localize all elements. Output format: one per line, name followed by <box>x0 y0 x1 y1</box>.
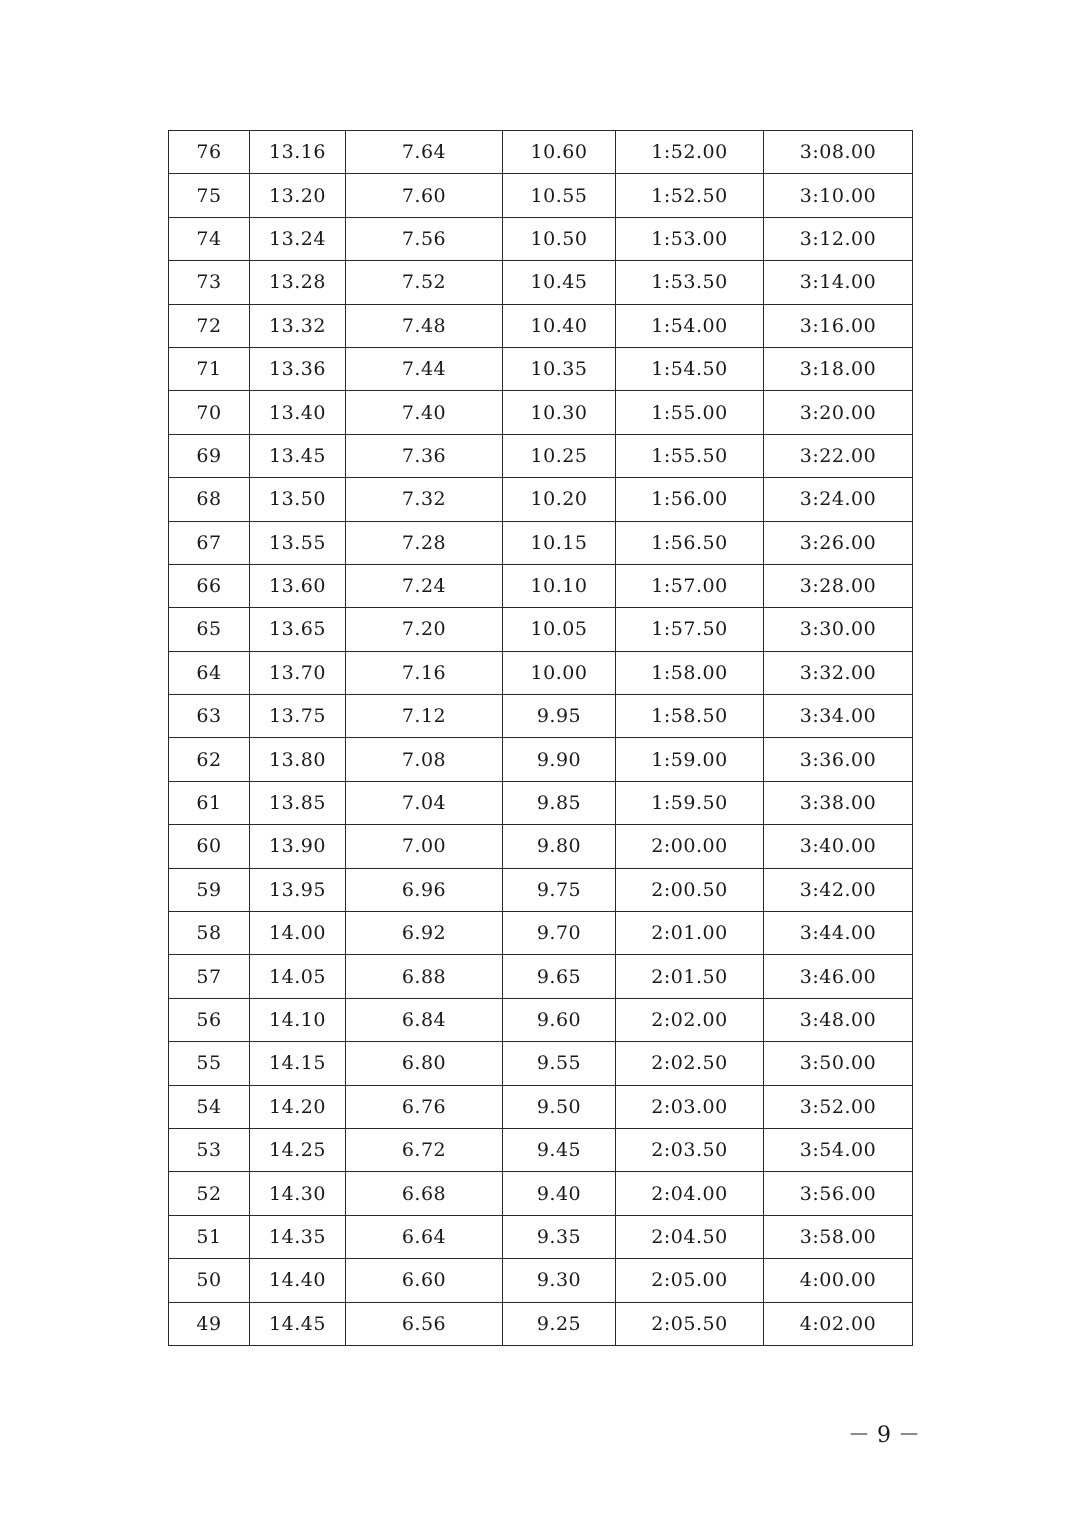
table-cell: 6.60 <box>346 1259 503 1302</box>
table-cell: 63 <box>169 695 250 738</box>
table-cell: 9.55 <box>503 1042 616 1085</box>
table-cell: 6.88 <box>346 955 503 998</box>
table-cell: 69 <box>169 434 250 477</box>
table-cell: 1:58.50 <box>616 695 764 738</box>
table-cell: 57 <box>169 955 250 998</box>
table-cell: 10.20 <box>503 478 616 521</box>
table-cell: 3:10.00 <box>764 174 913 217</box>
table-cell: 71 <box>169 347 250 390</box>
table-cell: 9.65 <box>503 955 616 998</box>
table-cell: 13.70 <box>250 651 346 694</box>
table-cell: 60 <box>169 825 250 868</box>
table-cell: 2:00.00 <box>616 825 764 868</box>
table-cell: 3:46.00 <box>764 955 913 998</box>
table-cell: 73 <box>169 261 250 304</box>
table-row <box>169 868 913 911</box>
table-cell: 4:00.00 <box>764 1259 913 1302</box>
table-cell: 7.44 <box>346 347 503 390</box>
table-cell: 49 <box>169 1302 250 1345</box>
table-cell: 7.64 <box>346 131 503 174</box>
table-cell: 70 <box>169 391 250 434</box>
table-row <box>169 261 913 304</box>
table-row <box>169 391 913 434</box>
table-row <box>169 998 913 1041</box>
table-cell: 9.90 <box>503 738 616 781</box>
table-cell: 3:28.00 <box>764 564 913 607</box>
table-cell: 3:12.00 <box>764 217 913 260</box>
table-cell: 62 <box>169 738 250 781</box>
table-cell: 54 <box>169 1085 250 1128</box>
table-cell: 3:16.00 <box>764 304 913 347</box>
table-cell: 2:03.00 <box>616 1085 764 1128</box>
table-cell: 13.20 <box>250 174 346 217</box>
table-cell: 13.40 <box>250 391 346 434</box>
table-row <box>169 695 913 738</box>
table-cell: 52 <box>169 1172 250 1215</box>
page-number: － 9 － <box>848 1423 920 1448</box>
table-cell: 10.40 <box>503 304 616 347</box>
table-cell: 9.95 <box>503 695 616 738</box>
table-cell: 3:30.00 <box>764 608 913 651</box>
table-cell: 2:04.00 <box>616 1172 764 1215</box>
table-cell: 3:44.00 <box>764 912 913 955</box>
table-cell: 1:52.50 <box>616 174 764 217</box>
table-cell: 2:05.50 <box>616 1302 764 1345</box>
table-cell: 13.16 <box>250 131 346 174</box>
table-cell: 3:18.00 <box>764 347 913 390</box>
table-row <box>169 347 913 390</box>
table-cell: 1:53.50 <box>616 261 764 304</box>
table-cell: 2:02.50 <box>616 1042 764 1085</box>
table-row <box>169 1215 913 1258</box>
table-cell: 14.25 <box>250 1128 346 1171</box>
table-cell: 61 <box>169 781 250 824</box>
table-cell: 7.00 <box>346 825 503 868</box>
table-cell: 14.30 <box>250 1172 346 1215</box>
table-cell: 14.40 <box>250 1259 346 1302</box>
table-cell: 14.00 <box>250 912 346 955</box>
table-cell: 6.64 <box>346 1215 503 1258</box>
score-table <box>168 130 913 1346</box>
table-cell: 3:32.00 <box>764 651 913 694</box>
table-row <box>169 1172 913 1215</box>
table-cell: 13.75 <box>250 695 346 738</box>
table-cell: 1:55.50 <box>616 434 764 477</box>
table-cell: 67 <box>169 521 250 564</box>
table-cell: 14.15 <box>250 1042 346 1085</box>
table-cell: 7.20 <box>346 608 503 651</box>
table-cell: 10.10 <box>503 564 616 607</box>
table-cell: 7.36 <box>346 434 503 477</box>
table-cell: 3:20.00 <box>764 391 913 434</box>
table-row <box>169 478 913 521</box>
table-cell: 13.50 <box>250 478 346 521</box>
table-row <box>169 1302 913 1345</box>
table-row <box>169 825 913 868</box>
table-cell: 3:40.00 <box>764 825 913 868</box>
table-cell: 6.76 <box>346 1085 503 1128</box>
table-cell: 13.85 <box>250 781 346 824</box>
table-cell: 13.24 <box>250 217 346 260</box>
table-row <box>169 217 913 260</box>
table-cell: 1:56.50 <box>616 521 764 564</box>
table-cell: 13.80 <box>250 738 346 781</box>
table-cell: 1:53.00 <box>616 217 764 260</box>
table-cell: 2:00.50 <box>616 868 764 911</box>
table-cell: 7.60 <box>346 174 503 217</box>
table-cell: 9.50 <box>503 1085 616 1128</box>
table-cell: 7.24 <box>346 564 503 607</box>
table-cell: 13.36 <box>250 347 346 390</box>
table-cell: 10.15 <box>503 521 616 564</box>
table-cell: 6.84 <box>346 998 503 1041</box>
table-cell: 75 <box>169 174 250 217</box>
table-row <box>169 131 913 174</box>
table-cell: 7.52 <box>346 261 503 304</box>
table-cell: 50 <box>169 1259 250 1302</box>
table-row <box>169 1042 913 1085</box>
table-cell: 13.28 <box>250 261 346 304</box>
table-cell: 14.05 <box>250 955 346 998</box>
table-row <box>169 955 913 998</box>
table-cell: 7.12 <box>346 695 503 738</box>
table-cell: 9.75 <box>503 868 616 911</box>
table-cell: 53 <box>169 1128 250 1171</box>
table-cell: 55 <box>169 1042 250 1085</box>
table-cell: 1:57.00 <box>616 564 764 607</box>
table-cell: 10.60 <box>503 131 616 174</box>
table-cell: 9.45 <box>503 1128 616 1171</box>
table-cell: 3:36.00 <box>764 738 913 781</box>
table-cell: 66 <box>169 564 250 607</box>
table-cell: 59 <box>169 868 250 911</box>
table-cell: 1:59.00 <box>616 738 764 781</box>
table-cell: 6.72 <box>346 1128 503 1171</box>
table-cell: 9.60 <box>503 998 616 1041</box>
table-cell: 9.30 <box>503 1259 616 1302</box>
table-row <box>169 651 913 694</box>
table-cell: 2:02.00 <box>616 998 764 1041</box>
table-cell: 3:34.00 <box>764 695 913 738</box>
table-cell: 9.85 <box>503 781 616 824</box>
table-cell: 68 <box>169 478 250 521</box>
table-row <box>169 434 913 477</box>
table-cell: 6.92 <box>346 912 503 955</box>
table-cell: 14.10 <box>250 998 346 1041</box>
table-cell: 3:14.00 <box>764 261 913 304</box>
table-cell: 1:52.00 <box>616 131 764 174</box>
table-cell: 10.50 <box>503 217 616 260</box>
table-cell: 9.35 <box>503 1215 616 1258</box>
table-cell: 1:54.00 <box>616 304 764 347</box>
table-cell: 2:03.50 <box>616 1128 764 1171</box>
table-row <box>169 1085 913 1128</box>
table-cell: 1:57.50 <box>616 608 764 651</box>
table-cell: 3:54.00 <box>764 1128 913 1171</box>
table-cell: 13.90 <box>250 825 346 868</box>
table-cell: 7.08 <box>346 738 503 781</box>
table-cell: 6.96 <box>346 868 503 911</box>
table-row <box>169 738 913 781</box>
table-cell: 1:55.00 <box>616 391 764 434</box>
table-cell: 51 <box>169 1215 250 1258</box>
table-row <box>169 564 913 607</box>
table-cell: 3:26.00 <box>764 521 913 564</box>
table-cell: 3:42.00 <box>764 868 913 911</box>
table-row <box>169 1259 913 1302</box>
table-cell: 7.16 <box>346 651 503 694</box>
table-cell: 1:59.50 <box>616 781 764 824</box>
table-cell: 3:38.00 <box>764 781 913 824</box>
table-cell: 10.00 <box>503 651 616 694</box>
table-cell: 10.05 <box>503 608 616 651</box>
table-cell: 10.45 <box>503 261 616 304</box>
table-cell: 3:08.00 <box>764 131 913 174</box>
table-cell: 9.40 <box>503 1172 616 1215</box>
table-cell: 3:24.00 <box>764 478 913 521</box>
table-row <box>169 174 913 217</box>
table-cell: 4:02.00 <box>764 1302 913 1345</box>
table-cell: 6.80 <box>346 1042 503 1085</box>
table-cell: 76 <box>169 131 250 174</box>
table-cell: 7.32 <box>346 478 503 521</box>
table-cell: 13.65 <box>250 608 346 651</box>
table-cell: 7.04 <box>346 781 503 824</box>
table-cell: 1:54.50 <box>616 347 764 390</box>
table-cell: 13.55 <box>250 521 346 564</box>
table-cell: 1:56.00 <box>616 478 764 521</box>
table-cell: 7.56 <box>346 217 503 260</box>
table-cell: 7.40 <box>346 391 503 434</box>
table-cell: 3:22.00 <box>764 434 913 477</box>
table-cell: 10.25 <box>503 434 616 477</box>
table-row <box>169 912 913 955</box>
table-cell: 6.68 <box>346 1172 503 1215</box>
table-cell: 2:05.00 <box>616 1259 764 1302</box>
table-cell: 2:01.00 <box>616 912 764 955</box>
table-cell: 65 <box>169 608 250 651</box>
table-cell: 1:58.00 <box>616 651 764 694</box>
table-cell: 3:50.00 <box>764 1042 913 1085</box>
table-cell: 6.56 <box>346 1302 503 1345</box>
table-row <box>169 521 913 564</box>
table-cell: 64 <box>169 651 250 694</box>
table-cell: 72 <box>169 304 250 347</box>
table-cell: 13.95 <box>250 868 346 911</box>
table-row <box>169 781 913 824</box>
table-cell: 9.80 <box>503 825 616 868</box>
table-cell: 2:01.50 <box>616 955 764 998</box>
table-cell: 14.45 <box>250 1302 346 1345</box>
table-body <box>169 131 913 1346</box>
table-cell: 14.20 <box>250 1085 346 1128</box>
table-cell: 74 <box>169 217 250 260</box>
table-row <box>169 608 913 651</box>
table-row <box>169 1128 913 1171</box>
table-cell: 13.32 <box>250 304 346 347</box>
table-cell: 58 <box>169 912 250 955</box>
table-cell: 56 <box>169 998 250 1041</box>
table-cell: 13.60 <box>250 564 346 607</box>
table-row <box>169 304 913 347</box>
table-cell: 3:56.00 <box>764 1172 913 1215</box>
table-cell: 10.30 <box>503 391 616 434</box>
table-cell: 14.35 <box>250 1215 346 1258</box>
table-cell: 3:52.00 <box>764 1085 913 1128</box>
table-cell: 3:48.00 <box>764 998 913 1041</box>
table-cell: 9.70 <box>503 912 616 955</box>
table-cell: 9.25 <box>503 1302 616 1345</box>
table-cell: 10.55 <box>503 174 616 217</box>
table-cell: 13.45 <box>250 434 346 477</box>
table-cell: 7.28 <box>346 521 503 564</box>
table-cell: 2:04.50 <box>616 1215 764 1258</box>
table-cell: 10.35 <box>503 347 616 390</box>
table-cell: 3:58.00 <box>764 1215 913 1258</box>
table-cell: 7.48 <box>346 304 503 347</box>
